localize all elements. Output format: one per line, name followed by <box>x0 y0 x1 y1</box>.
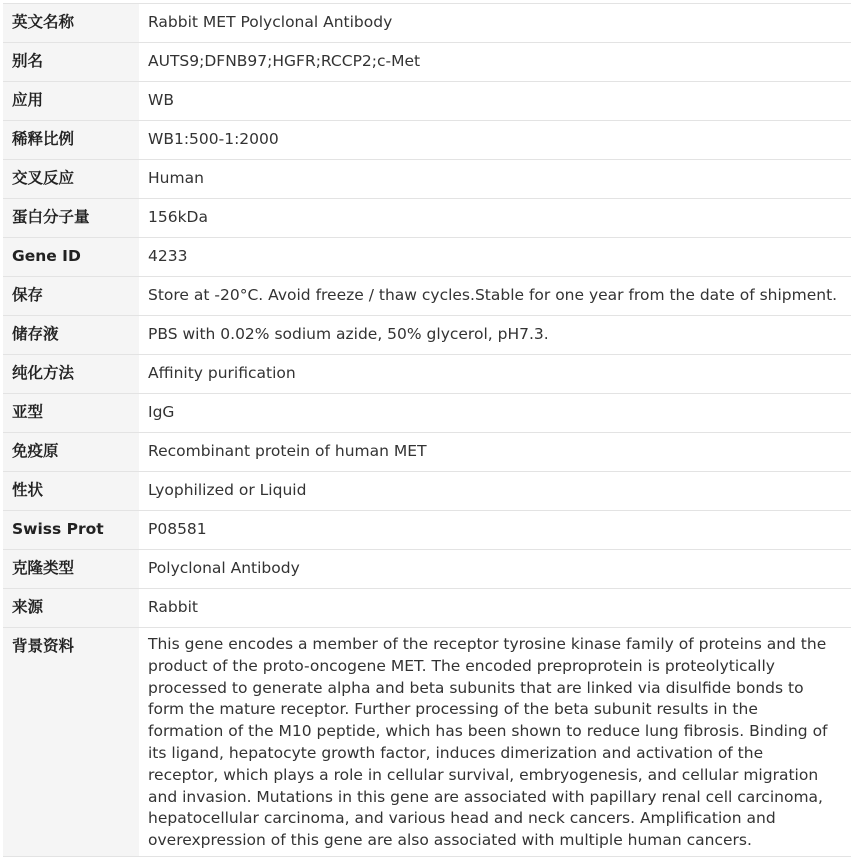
spec-value-background: This gene encodes a member of the receptor tyrosine kinase family of proteins and the product of the proto-oncogene MET. The encoded preproprotein is proteolytically processed to generate alpha and beta subunits that are linked via disulfide bonds to form the mature receptor. Further processing of the beta subunit results in the formation of the M10 peptide, which has been shown to reduce lung fibrosis. Binding of its ligand, hepatocyte growth factor, induces dimerization and activation of the receptor, which plays a role in cellular survival, embryogenesis, and cellular migration and invasion. Mutations in this gene are associated with papillary renal cell carcinoma, hepatocellular carcinoma, and various head and neck cancers. Amplification and overexpression of this gene are also associated with multiple human cancers. <box>139 628 851 857</box>
spec-row-dilution <box>3 121 851 160</box>
spec-value: Rabbit MET Polyclonal Antibody <box>139 4 851 43</box>
spec-value: Store at -20°C. Avoid freeze / thaw cycles.Stable for one year from the date of shipment. <box>139 277 851 316</box>
spec-label: 亚型 <box>3 394 139 433</box>
spec-row-form <box>3 472 851 511</box>
spec-value: WB <box>139 82 851 121</box>
spec-label: Swiss Prot <box>3 511 139 550</box>
spec-row-english-name <box>3 4 851 43</box>
spec-label: 应用 <box>3 82 139 121</box>
spec-row-molecular-weight <box>3 199 851 238</box>
spec-label: 背景资料 <box>3 628 139 857</box>
spec-value: PBS with 0.02% sodium azide, 50% glycerol, pH7.3. <box>139 316 851 355</box>
spec-row-background <box>3 628 851 857</box>
spec-value: Polyclonal Antibody <box>139 550 851 589</box>
spec-value: WB1:500-1:2000 <box>139 121 851 160</box>
spec-value: Human <box>139 160 851 199</box>
spec-value: Lyophilized or Liquid <box>139 472 851 511</box>
spec-label: 克隆类型 <box>3 550 139 589</box>
spec-row-application <box>3 82 851 121</box>
spec-row-isotype <box>3 394 851 433</box>
spec-label: 储存液 <box>3 316 139 355</box>
spec-row-reactivity <box>3 160 851 199</box>
spec-label: 交叉反应 <box>3 160 139 199</box>
spec-row-swiss-prot <box>3 511 851 550</box>
spec-value: AUTS9;DFNB97;HGFR;RCCP2;c-Met <box>139 43 851 82</box>
spec-label: 英文名称 <box>3 4 139 43</box>
spec-label: 免疫原 <box>3 433 139 472</box>
spec-label: 保存 <box>3 277 139 316</box>
spec-label: Gene ID <box>3 238 139 277</box>
spec-row-clonality <box>3 550 851 589</box>
spec-row-storage <box>3 277 851 316</box>
spec-value: 156kDa <box>139 199 851 238</box>
spec-label: 性状 <box>3 472 139 511</box>
spec-label: 纯化方法 <box>3 355 139 394</box>
spec-value: P08581 <box>139 511 851 550</box>
spec-label: 稀释比例 <box>3 121 139 160</box>
spec-label: 蛋白分子量 <box>3 199 139 238</box>
spec-row-alias <box>3 43 851 82</box>
spec-value: Rabbit <box>139 589 851 628</box>
spec-row-immunogen <box>3 433 851 472</box>
spec-row-gene-id <box>3 238 851 277</box>
spec-row-host <box>3 589 851 628</box>
spec-row-buffer <box>3 316 851 355</box>
spec-value: Recombinant protein of human MET <box>139 433 851 472</box>
spec-row-purification <box>3 355 851 394</box>
spec-value: 4233 <box>139 238 851 277</box>
spec-value: Affinity purification <box>139 355 851 394</box>
spec-label: 别名 <box>3 43 139 82</box>
spec-value: IgG <box>139 394 851 433</box>
spec-label: 来源 <box>3 589 139 628</box>
product-spec-table <box>3 3 851 857</box>
